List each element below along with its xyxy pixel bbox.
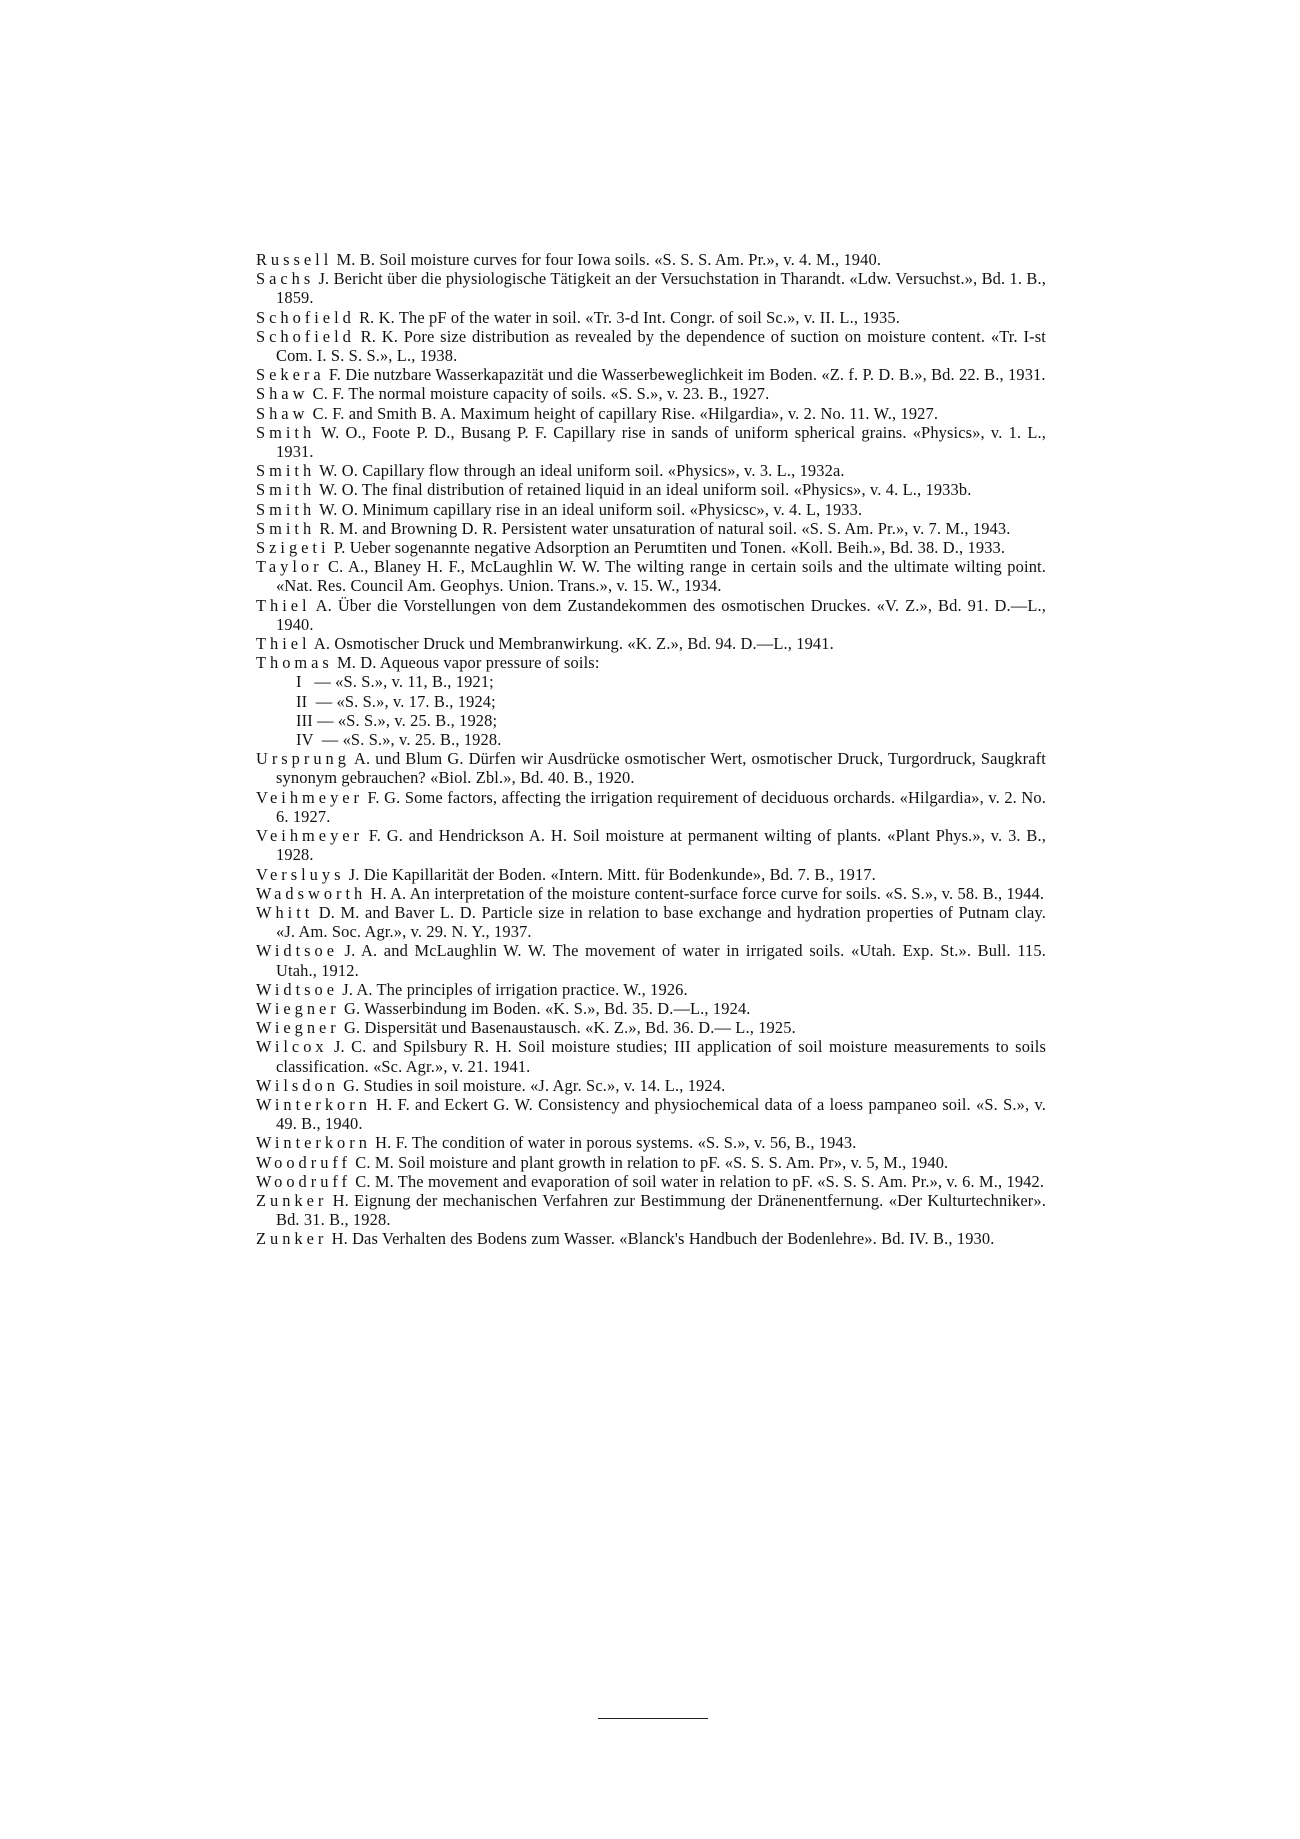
bibliography-entry xyxy=(256,980,1046,999)
entry-author: Thiel xyxy=(256,595,311,615)
bibliography-entry xyxy=(256,1095,1046,1133)
bibliography-entry xyxy=(256,941,1046,979)
bibliography-entry xyxy=(256,308,1046,327)
bibliography-entry xyxy=(256,250,1046,269)
entry-text: W. O., Foote P. D., Busang P. F. Capillary rise in sands of uniform spherical grains. «Physics», v. 1. L., 1931. xyxy=(276,422,1046,462)
entry-text: H. Eignung der mechanischen Verfahren zur Bestimmung der Dränenentfernung. «Der Kulturtechniker». Bd. 31. B., 1928. xyxy=(276,1190,1046,1230)
entry-text: P. Ueber sogenannte negative Adsorption an Perumtiten und Tonen. «Koll. Beih.», Bd. 38. D., 1933. xyxy=(329,538,1006,558)
bibliography-entry xyxy=(256,404,1046,423)
entry-text: H. A. An interpretation of the moisture content-surface force curve for soils. «S. S.», v. 58. B., 1944. xyxy=(366,883,1045,903)
bibliography-entry xyxy=(256,461,1046,480)
entry-author: Veihmeyer xyxy=(256,787,363,807)
entry-author: Versluys xyxy=(256,864,345,884)
entry-text: C. M. The movement and evaporation of soil water in relation to pF. «S. S. S. Am. Pr.», v. 6. M., 1942. xyxy=(351,1171,1045,1191)
entry-text: R. K. The pF of the water in soil. «Tr. 3-d Int. Congr. of soil Sc.», v. II. L., 1935. xyxy=(354,307,900,327)
bibliography-entry xyxy=(256,269,1046,307)
entry-text: D. M. and Baver L. D. Particle size in relation to base exchange and hydration properties of Putnam clay. «J. Am. Soc. Agr.», v. 29. N. Y., 1937. xyxy=(276,902,1046,942)
entry-text: H. Das Verhalten des Bodens zum Wasser. «Blanck's Handbuch der Bodenlehre». Bd. IV. B., 1930. xyxy=(327,1229,995,1249)
bibliography-entry xyxy=(256,788,1046,826)
entry-text: G. Dispersität und Basenaustausch. «K. Z.», Bd. 36. D.— L., 1925. xyxy=(339,1018,796,1038)
bibliography-entry xyxy=(256,1191,1046,1229)
bibliography-entry xyxy=(256,423,1046,461)
bibliography-entry xyxy=(256,749,1046,787)
entry-text: M. B. Soil moisture curves for four Iowa soils. «S. S. S. Am. Pr.», v. 4. M., 1940. xyxy=(332,250,882,269)
entry-author: Veihmeyer xyxy=(256,826,363,846)
entry-text: C. M. Soil moisture and plant growth in relation to pF. «S. S. S. Am. Pr», v. 5, M., 1940. xyxy=(351,1152,949,1172)
bibliography-entry xyxy=(256,500,1046,519)
entry-sublist xyxy=(256,672,1046,749)
entry-author: Wadsworth xyxy=(256,883,367,903)
bibliography-entry xyxy=(256,1172,1046,1191)
entry-author: Smith xyxy=(256,461,316,481)
bibliography-entry xyxy=(256,653,1046,672)
entry-text: J. C. and Spilsbury R. H. Soil moisture studies; III application of soil moisture measurements to soils classification. «Sc. Agr.», v. 21. 1941. xyxy=(276,1037,1046,1076)
entry-text: C. F. and Smith B. A. Maximum height of capillary Rise. «Hilgardia», v. 2. No. 11. W., 1927. xyxy=(308,403,939,423)
entry-subitem: II — «S. S.», v. 17. B., 1924; xyxy=(296,691,496,711)
bibliography-entry xyxy=(256,557,1046,595)
entry-text: J. A. and McLaughlin W. W. The movement of water in irrigated soils. «Utah. Exp. St.». Bull. 115. Utah., 1912. xyxy=(276,941,1046,980)
bibliography-entry xyxy=(256,826,1046,864)
entry-author: Wilsdon xyxy=(256,1075,339,1095)
entry-author: Wiegner xyxy=(256,998,340,1018)
entry-author: Sachs xyxy=(256,269,315,289)
entry-text: H. F. The condition of water in porous systems. «S. S.», v. 56, B., 1943. xyxy=(370,1133,857,1153)
entry-author: Winterkorn xyxy=(256,1133,371,1153)
entry-text: F. Die nutzbare Wasserkapazität und die Wasserbeweglichkeit im Boden. «Z. f. P. D. B.», Bd. 22. B., 1931. xyxy=(324,365,1046,385)
entry-text: F. G. Some factors, affecting the irrigation requirement of deciduous orchards. «Hilgardia», v. 2. No. 6. 1927. xyxy=(276,787,1046,826)
entry-subitem: IV — «S. S.», v. 25. B., 1928. xyxy=(296,730,502,750)
entry-author: Whitt xyxy=(256,902,314,922)
bibliography-entry xyxy=(256,634,1046,653)
entry-author: Thomas xyxy=(256,653,333,673)
entry-text: J. A. The principles of irrigation practice. W., 1926. xyxy=(337,979,688,999)
bibliography-entry xyxy=(256,903,1046,941)
entry-author: Wilcox xyxy=(256,1037,328,1057)
entry-text: W. O. Capillary flow through an ideal uniform soil. «Physics», v. 3. L., 1932a. xyxy=(315,461,845,481)
bibliography-entry xyxy=(256,596,1046,634)
bibliography-entry xyxy=(256,1037,1046,1075)
entry-author: Taylor xyxy=(256,557,323,577)
entry-text: J. Bericht über die physiologische Tätigkeit an der Versuchstation in Tharandt. «Ldw. Versuchst.», Bd. 1. B., 1859. xyxy=(276,269,1046,308)
entry-author: Sekera xyxy=(256,365,325,385)
entry-author: Smith xyxy=(256,422,316,442)
entry-text: M. D. Aqueous vapor pressure of soils: xyxy=(332,653,600,673)
bibliography-entry xyxy=(256,999,1046,1018)
entry-subitem: I — «S. S.», v. 11, B., 1921; xyxy=(296,672,494,692)
bibliography-entry xyxy=(256,480,1046,499)
entry-author: Winterkorn xyxy=(256,1094,371,1114)
bibliography-entry xyxy=(256,1153,1046,1172)
entry-text: G. Studies in soil moisture. «J. Agr. Sc.», v. 14. L., 1924. xyxy=(338,1075,726,1095)
entry-text: R. M. and Browning D. R. Persistent water unsaturation of natural soil. «S. S. Am. Pr.», v. 7. M., 1943. xyxy=(315,518,1011,538)
entry-text: W. O. Minimum capillary rise in an ideal uniform soil. «Physicsc», v. 4. L, 1933. xyxy=(315,499,863,519)
bibliography-entry xyxy=(256,1133,1046,1152)
entry-author: Russell xyxy=(256,250,333,269)
entry-author: Woodruff xyxy=(256,1152,352,1172)
entry-text: A. Osmotischer Druck und Membranwirkung. «K. Z.», Bd. 94. D.—L., 1941. xyxy=(310,634,834,654)
entry-author: Smith xyxy=(256,518,316,538)
entry-author: Widtsoe xyxy=(256,979,338,999)
entry-text: A. Über die Vorstellungen von dem Zustandekommen des osmotischen Druckes. «V. Z.», Bd. 91. D.—L., 1940. xyxy=(276,595,1046,634)
entry-author: Zunker xyxy=(256,1229,328,1249)
entry-text: J. Die Kapillarität der Boden. «Intern. Mitt. für Bodenkunde», Bd. 7. B., 1917. xyxy=(344,864,876,884)
bibliography-entry xyxy=(256,365,1046,384)
entry-author: Smith xyxy=(256,480,316,500)
bibliography-entry xyxy=(256,519,1046,538)
bibliography-entry xyxy=(256,327,1046,365)
entry-text: H. F. and Eckert G. W. Consistency and physiochemical data of a loess pampaneo soil. «S. S.», v. 49. B., 1940. xyxy=(276,1094,1046,1134)
bibliography-entry xyxy=(256,1229,1046,1248)
bibliography-entry xyxy=(256,384,1046,403)
entry-author: Wiegner xyxy=(256,1018,340,1038)
bibliography-entry xyxy=(256,884,1046,903)
entry-author: Szigeti xyxy=(256,538,330,558)
bibliography-entry xyxy=(256,1018,1046,1037)
entry-text: C. A., Blaney H. F., McLaughlin W. W. The wilting range in certain soils and the ultimate wilting point. «Nat. Res. Council Am. Geophys. Union. Trans.», v. 15. W., 1934. xyxy=(276,557,1046,596)
entry-text: W. O. The final distribution of retained liquid in an ideal uniform soil. «Physics», v. 4. L., 1933b. xyxy=(315,480,972,500)
entry-author: Shaw xyxy=(256,384,309,404)
entry-author: Ursprung xyxy=(256,749,350,769)
end-rule xyxy=(598,1718,708,1719)
entry-text: F. G. and Hendrickson A. H. Soil moisture at permanent wilting of plants. «Plant Phys.», v. 3. B., 1928. xyxy=(276,826,1046,865)
entry-author: Schofield xyxy=(256,307,355,327)
entry-author: Thiel xyxy=(256,634,311,654)
entry-text: C. F. The normal moisture capacity of soils. «S. S.», v. 23. B., 1927. xyxy=(308,384,770,404)
bibliography-entry xyxy=(256,865,1046,884)
entry-text: R. K. Pore size distribution as revealed by the dependence of suction on moisture content. «Tr. I-st Com. I. S. S. S.», L., 1938. xyxy=(276,326,1046,366)
entry-author: Shaw xyxy=(256,403,309,423)
entry-text: A. und Blum G. Dürfen wir Ausdrücke osmotischer Wert, osmotischer Druck, Turgordruck, Saugkraft synonym gebrauchen? «Biol. Zbl.», Bd. 40. B., 1920. xyxy=(276,749,1046,788)
bibliography-list xyxy=(256,250,1046,1249)
entry-text: G. Wasserbindung im Boden. «K. S.», Bd. 35. D.—L., 1924. xyxy=(339,998,751,1018)
entry-author: Woodruff xyxy=(256,1171,352,1191)
entry-author: Zunker xyxy=(256,1190,328,1210)
entry-author: Widtsoe xyxy=(256,941,338,961)
bibliography-entry xyxy=(256,538,1046,557)
entry-subitem: III — «S. S.», v. 25. B., 1928; xyxy=(296,710,498,730)
entry-author: Smith xyxy=(256,499,316,519)
bibliography-entry xyxy=(256,1076,1046,1095)
entry-author: Schofield xyxy=(256,326,355,346)
